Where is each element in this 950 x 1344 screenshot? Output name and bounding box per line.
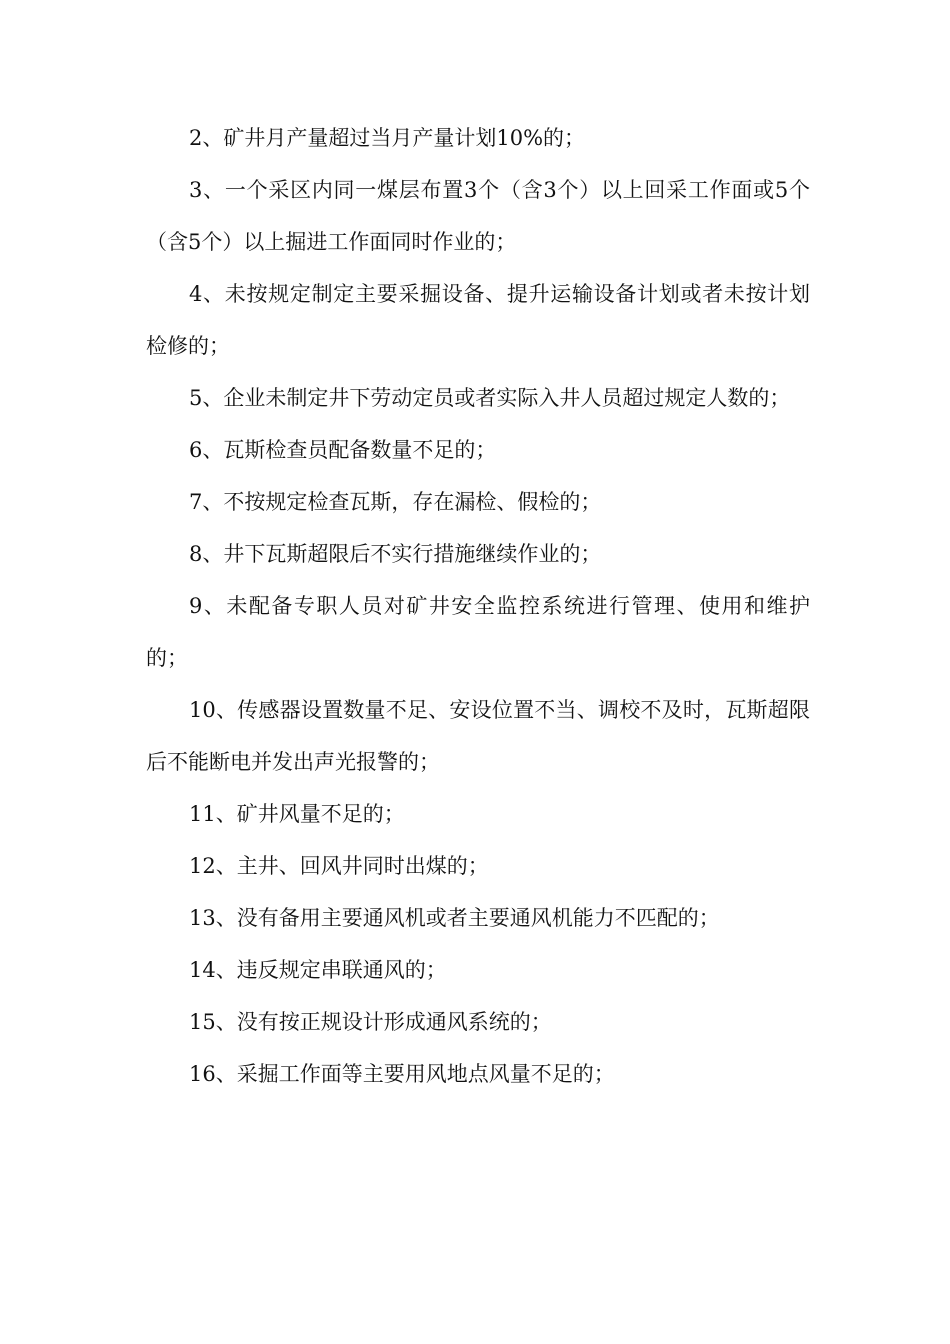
list-item: 5、企业未制定井下劳动定员或者实际入井人员超过规定人数的； — [189, 386, 791, 410]
list-item: 10、传感器设置数量不足、安设位置不当、调校不及时，瓦斯超限后不能断电并发出声光报警的； — [146, 698, 810, 774]
list-item: 7、不按规定检查瓦斯，存在漏检、假检的； — [189, 490, 602, 514]
list-item: 2、矿井月产量超过当月产量计划10%的； — [189, 126, 586, 150]
list-item: 4、未按规定制定主要采掘设备、提升运输设备计划或者未按计划检修的； — [146, 282, 810, 358]
list-item: 12、主井、回风井同时出煤的； — [189, 854, 489, 878]
document-body — [146, 112, 810, 1100]
list-item: 11、矿井风量不足的； — [189, 802, 405, 826]
list-item: 9、未配备专职人员对矿井安全监控系统进行管理、使用和维护的； — [146, 594, 810, 670]
list-item: 15、没有按正规设计形成通风系统的； — [189, 1010, 552, 1034]
list-item: 6、瓦斯检查员配备数量不足的； — [189, 438, 497, 462]
list-item: 14、违反规定串联通风的； — [189, 958, 447, 982]
list-item: 8、井下瓦斯超限后不实行措施继续作业的； — [189, 542, 602, 566]
list-item: 3、一个采区内同一煤层布置3个（含3个）以上回采工作面或5个（含5个）以上掘进工作面同时作业的； — [146, 178, 810, 254]
list-item: 16、采掘工作面等主要用风地点风量不足的； — [189, 1062, 615, 1086]
list-item: 13、没有备用主要通风机或者主要通风机能力不匹配的； — [189, 906, 720, 930]
